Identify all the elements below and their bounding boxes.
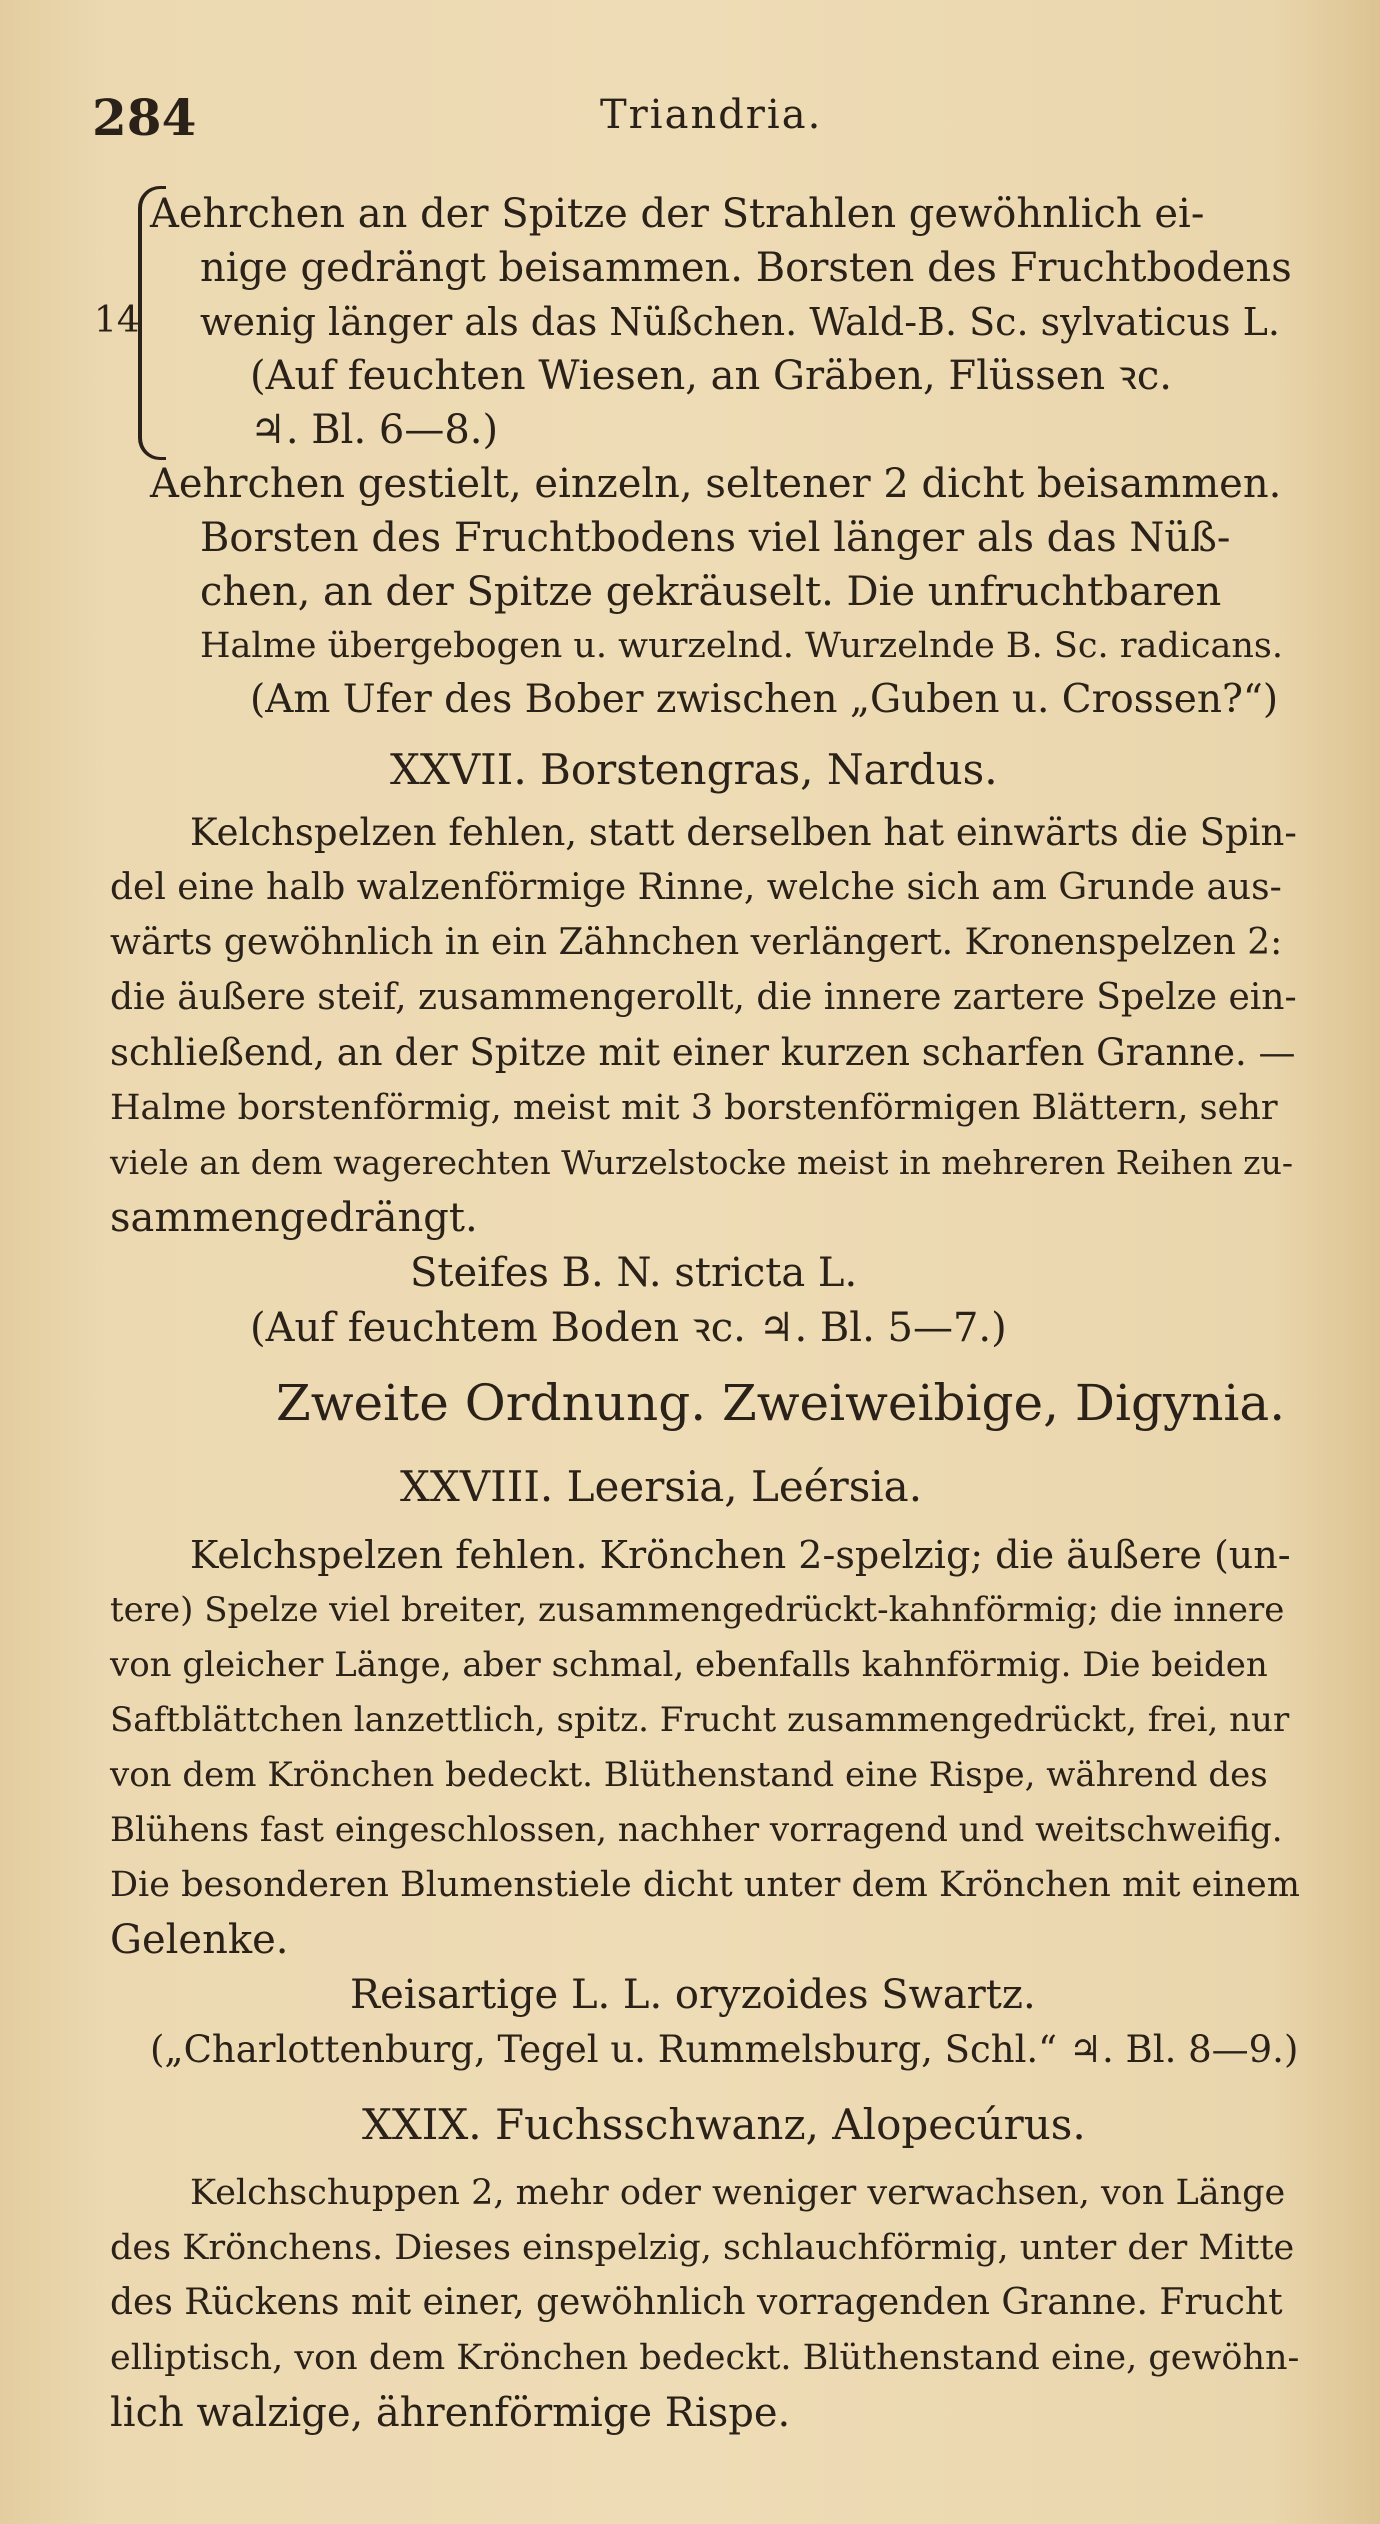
species-line: Reisartige L. L. oryzoides Swartz. — [350, 1972, 1036, 2018]
key-line: nige gedrängt beisammen. Borsten des Fruchtbodens — [200, 245, 1292, 291]
section-heading-nardus: XXVII. Borstengras, Nardus. — [390, 745, 998, 794]
body-line: lich walzige, ährenförmige Rispe. — [110, 2390, 791, 2436]
page-number: 284 — [92, 88, 197, 147]
key-line: (Auf feuchten Wiesen, an Gräben, Flüssen ꝛc. — [250, 353, 1172, 399]
body-line: wärts gewöhnlich in ein Zähnchen verlängert. Kronenspelzen 2: — [110, 922, 1283, 963]
key-line: (Am Ufer des Bober zwischen „Guben u. Crossen?“) — [250, 677, 1279, 722]
body-line: elliptisch, von dem Krönchen bedeckt. Blüthenstand eine, gewöhn- — [110, 2338, 1300, 2378]
body-line: tere) Spelze viel breiter, zusammengedrückt-kahnförmig; die innere — [110, 1590, 1285, 1630]
body-line: Halme borstenförmig, meist mit 3 borstenförmigen Blättern, sehr — [110, 1088, 1278, 1128]
body-line: sammengedrängt. — [110, 1195, 478, 1241]
body-line: Gelenke. — [110, 1917, 289, 1963]
key-line: Aehrchen gestielt, einzeln, seltener 2 dicht beisammen. — [150, 461, 1282, 507]
key-line: ♃. Bl. 6—8.) — [250, 407, 499, 453]
note-line: (Auf feuchtem Boden ꝛc. ♃. Bl. 5—7.) — [250, 1305, 1007, 1351]
body-line: Kelchspelzen fehlen, statt derselben hat einwärts die Spin- — [190, 811, 1297, 854]
body-line: schließend, an der Spitze mit einer kurzen scharfen Granne. — — [110, 1031, 1296, 1074]
body-line: von gleicher Länge, aber schmal, ebenfalls kahnförmig. Die beiden — [110, 1645, 1268, 1685]
body-line: die äußere steif, zusammengerollt, die innere zartere Spelze ein- — [110, 977, 1297, 1018]
body-line: des Rückens mit einer, gewöhnlich vorragenden Granne. Frucht — [110, 2282, 1283, 2323]
body-line: Saftblättchen lanzettlich, spitz. Frucht zusammengedrückt, frei, nur — [110, 1700, 1290, 1740]
running-title: Triandria. — [600, 92, 823, 138]
species-line: Steifes B. N. stricta L. — [410, 1250, 858, 1296]
order-title: Zweite Ordnung. Zweiweibige, Digynia. — [276, 1374, 1286, 1432]
note-line: („Charlottenburg, Tegel u. Rummelsburg, Schl.“ ♃. Bl. 8—9.) — [150, 2028, 1299, 2071]
body-line: Blühens fast eingeschlossen, nachher vorragend und weitschweifig. — [110, 1810, 1283, 1850]
body-line: Kelchspelzen fehlen. Krönchen 2-spelzig; die äußere (un- — [190, 1533, 1291, 1577]
key-line: Borsten des Fruchtbodens viel länger als das Nüß- — [200, 515, 1231, 561]
key-line: Halme übergebogen u. wurzelnd. Wurzelnde B. Sc. radicans. — [200, 626, 1284, 666]
section-heading-alopecurus: XXIX. Fuchsschwanz, Alopecúrus. — [362, 2100, 1086, 2149]
key-number: 14 — [94, 300, 140, 341]
body-line: von dem Krönchen bedeckt. Blüthenstand eine Rispe, während des — [110, 1755, 1268, 1795]
key-line: wenig länger als das Nüßchen. Wald-B. Sc. sylvaticus L. — [200, 300, 1280, 344]
key-line: chen, an der Spitze gekräuselt. Die unfruchtbaren — [200, 569, 1222, 615]
body-line: des Krönchens. Dieses einspelzig, schlauchförmig, unter der Mitte — [110, 2228, 1295, 2268]
key-line: Aehrchen an der Spitze der Strahlen gewöhnlich ei- — [150, 191, 1205, 237]
section-heading-leersia: XXVIII. Leersia, Leérsia. — [400, 1462, 923, 1511]
body-line: del eine halb walzenförmige Rinne, welche sich am Grunde aus- — [110, 867, 1282, 908]
body-line: viele an dem wagerechten Wurzelstocke meist in mehreren Reihen zu- — [110, 1143, 1293, 1182]
body-line: Die besonderen Blumenstiele dicht unter dem Krönchen mit einem — [110, 1865, 1300, 1905]
body-line: Kelchschuppen 2, mehr oder weniger verwachsen, von Länge — [190, 2173, 1286, 2213]
